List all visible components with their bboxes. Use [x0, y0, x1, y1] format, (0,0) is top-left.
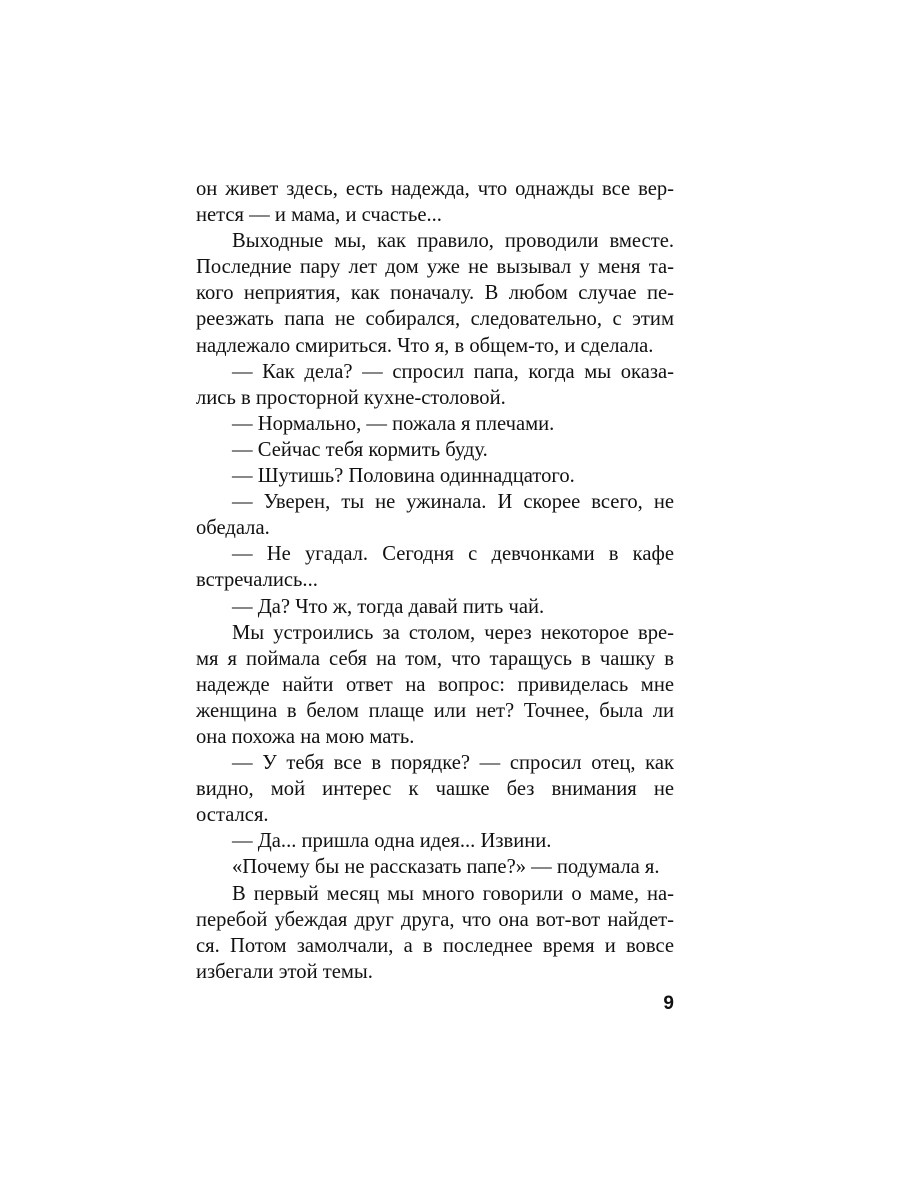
text-line: — Не угадал. Сегодня с девчонками в кафе [232, 543, 674, 566]
text-line: Выходные мы, как правило, проводили вместе. [232, 230, 674, 253]
text-line: она похожа на мою мать. [196, 725, 415, 748]
body-text [196, 176, 674, 985]
text-line: Мы устроились за столом, через некоторое вре- [232, 621, 674, 644]
text-line: мя я поймала себя на том, что таращусь в чашку в [196, 647, 674, 670]
text-line: обедала. [196, 517, 270, 540]
text-line: избегали этой темы. [196, 960, 373, 983]
text-line: — Да... пришла одна идея... Извини. [232, 830, 552, 853]
text-line: «Почему бы не рассказать папе?» — подумала я. [232, 856, 660, 879]
text-line: видно, мой интерес к чашке без внимания не [196, 778, 674, 801]
text-line: — Нормально, — пожала я плечами. [232, 412, 555, 435]
text-line: В первый месяц мы много говорили о маме, на- [232, 882, 674, 905]
text-line: перебой убеждая друг друга, что она вот-вот найдет- [196, 908, 674, 931]
text-line: нется — и мама, и счастье... [196, 204, 442, 227]
page-number: 9 [663, 993, 674, 1014]
text-line: — Шутишь? Половина одиннадцатого. [232, 465, 575, 488]
text-line: надежде найти ответ на вопрос: привиделась мне [196, 673, 674, 696]
text-line: ся. Потом замолчали, а в последнее время и вовсе [196, 934, 674, 957]
text-line: — Как дела? — спросил папа, когда мы оказа- [232, 360, 674, 383]
text-line: Последние пару лет дом уже не вызывал у меня та- [196, 256, 674, 279]
text-line: он живет здесь, есть надежда, что однажды все вер- [196, 178, 674, 200]
text-line: — Уверен, ты не ужинала. И скорее всего, не [232, 491, 674, 514]
text-line: женщина в белом плаще или нет? Точнее, была ли [196, 699, 674, 722]
text-line: — Сейчас тебя кормить буду. [232, 438, 488, 461]
text-line: встречались... [196, 569, 318, 592]
text-line: кого неприятия, как поначалу. В любом случае пе- [196, 282, 674, 305]
text-line: реезжать папа не собирался, следовательно, с этим [196, 308, 674, 331]
text-line: — Да? Что ж, тогда давай пить чай. [232, 595, 545, 618]
text-line: остался. [196, 804, 269, 827]
text-line: — У тебя все в порядке? — спросил отец, как [232, 752, 674, 775]
text-line: надлежало смириться. Что я, в общем-то, и сделала. [196, 334, 654, 357]
text-line: лись в просторной кухне-столовой. [196, 386, 506, 409]
